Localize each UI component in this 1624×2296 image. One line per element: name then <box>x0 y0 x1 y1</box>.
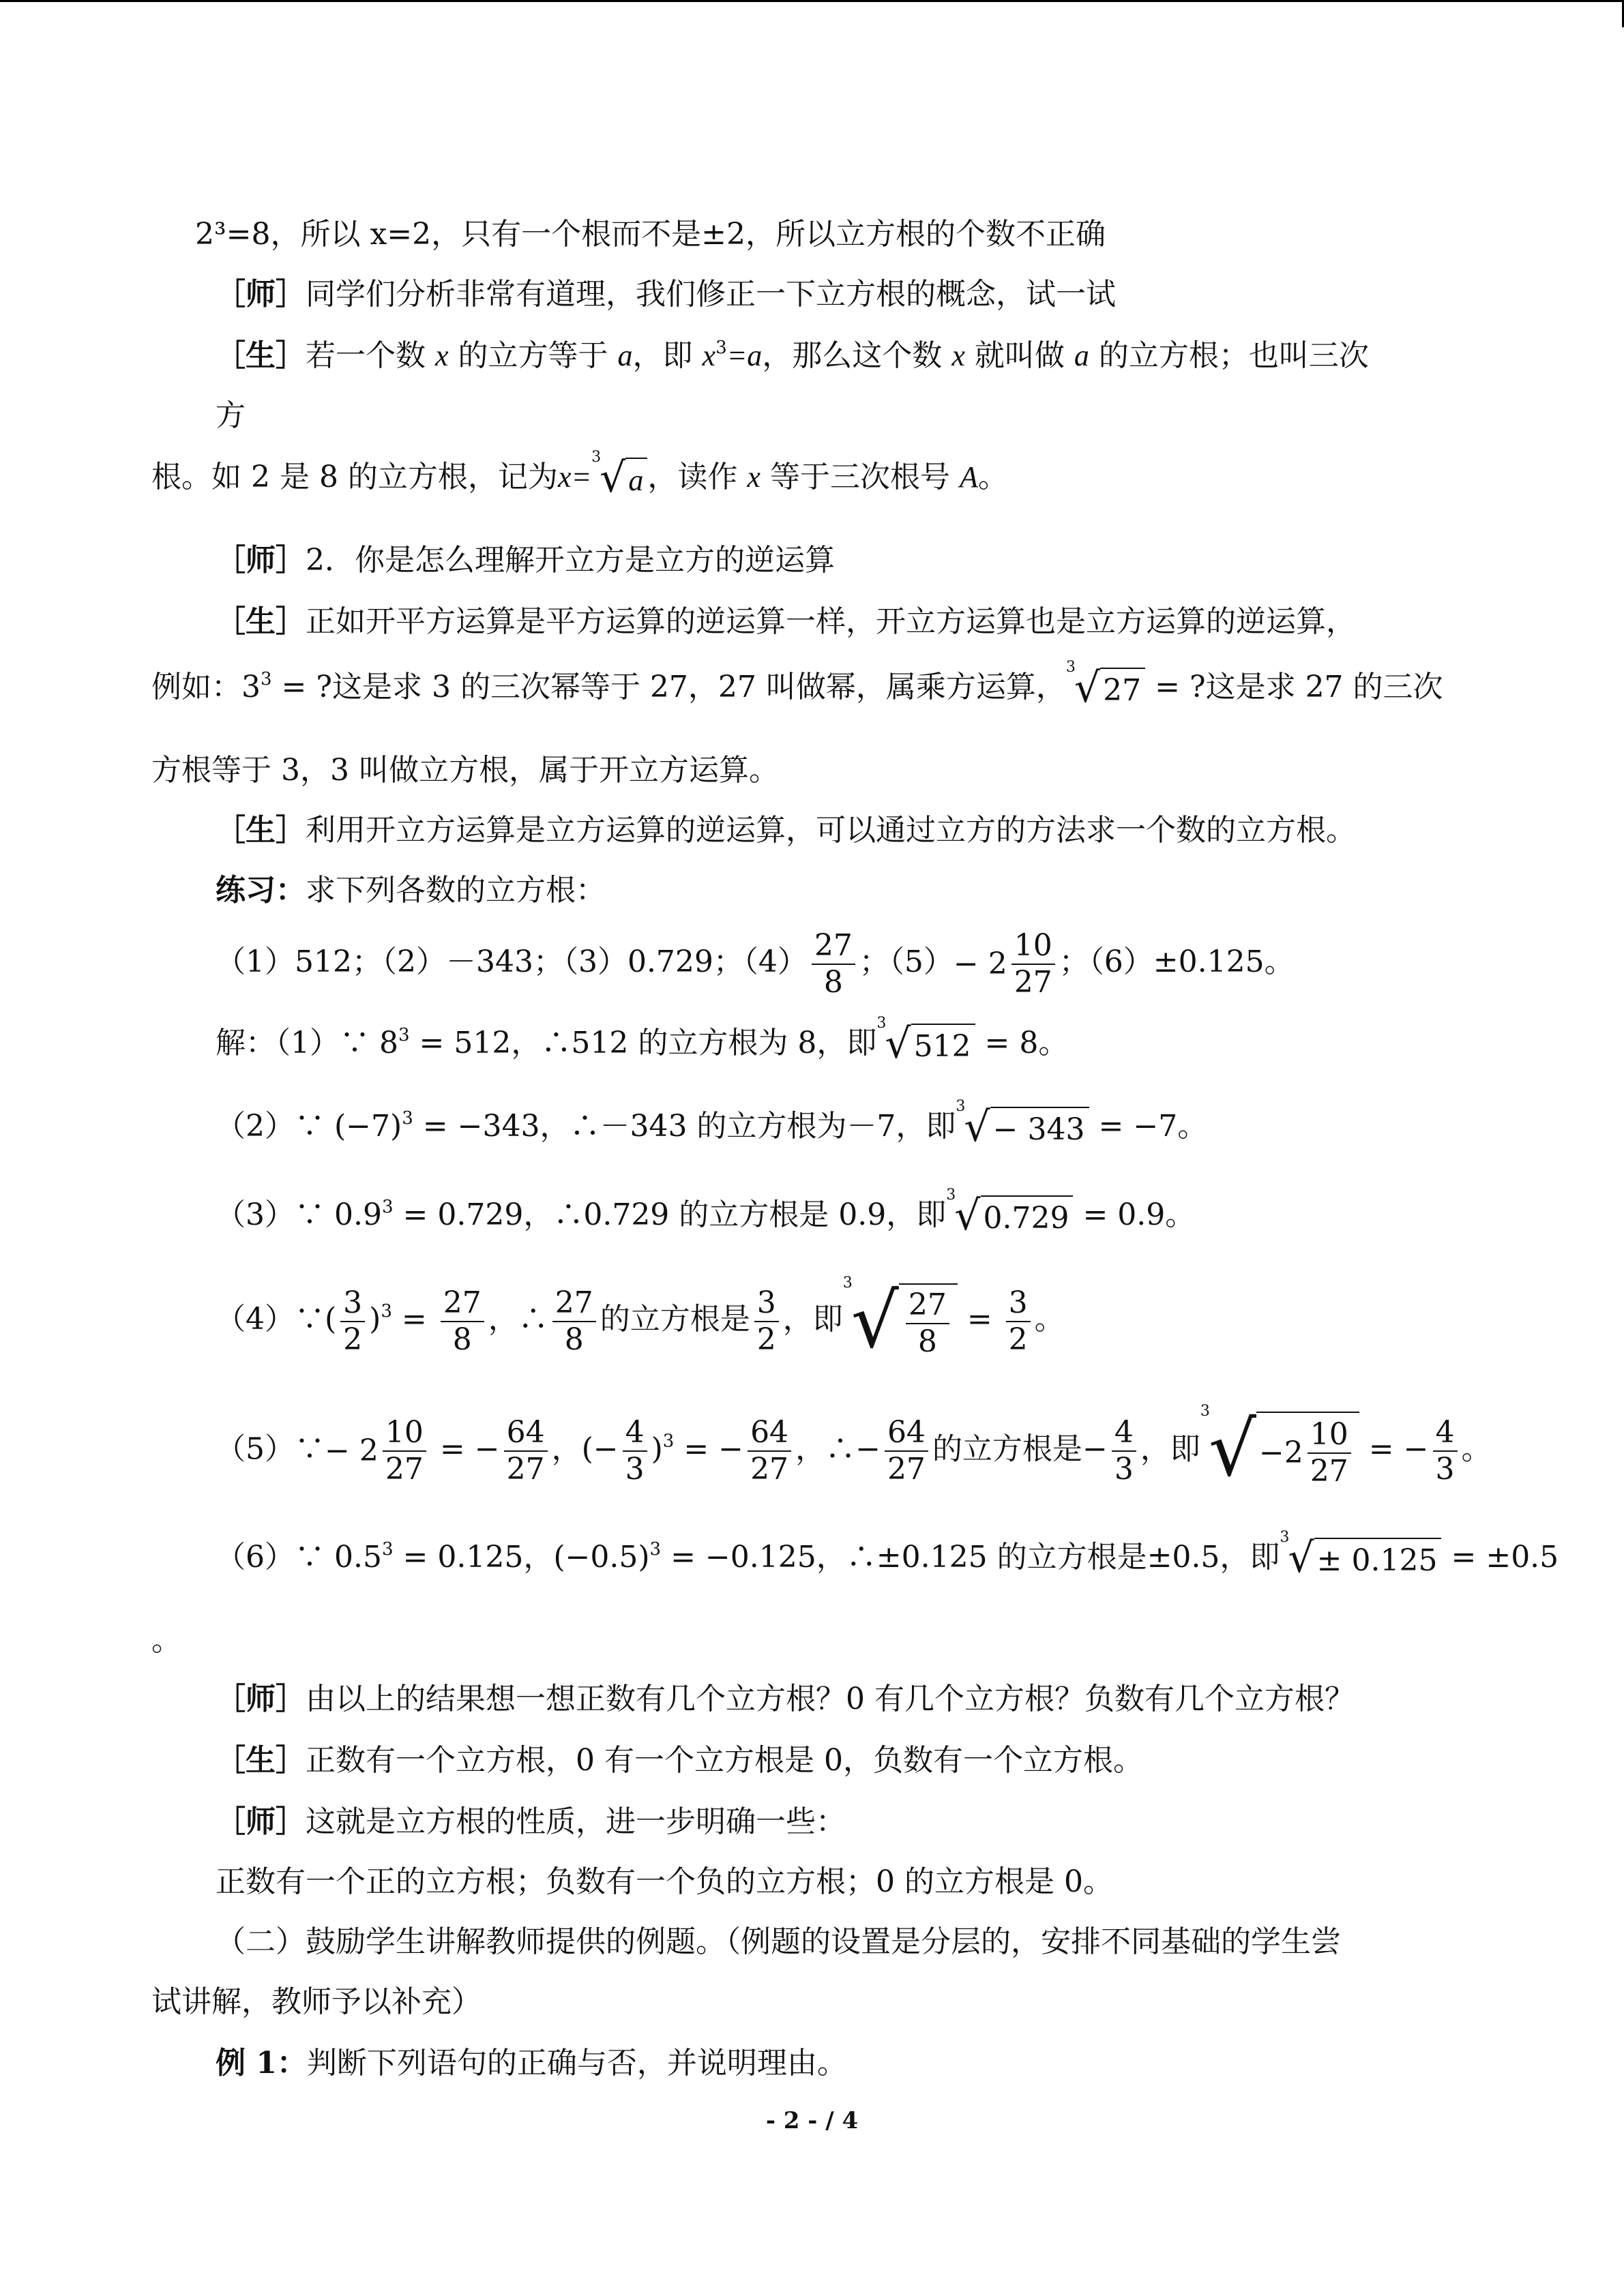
page-number: - 2 - / 4 <box>765 2107 859 2134</box>
line-12: （1）512；（2）－343；（3）0.729；（4） $\frac{27}{8}$ ；（5） − 2 $\frac{10}{27}$ ；（6）±0.125。 <box>216 927 1295 1000</box>
cube-root-a: 3 √ a <box>591 458 647 501</box>
line-5: 根。如 2 是 8 的立方根，记为x= 3 √ a ，读作 x 等于三次根号 A。 <box>151 448 1008 502</box>
line-4: 方 <box>216 398 246 433</box>
solution-6: （6）∵ $0.5^3 = 0.125$，$(-0.5)^3 = -0.125$，∴±0.125 的立方根是±0.5，即 3 √ ± 0.125 = ±0.5 <box>216 1528 1559 1582</box>
solution-6-end: 。 <box>151 1623 181 1658</box>
line-11: 练习：求下列各数的立方根： <box>216 873 606 908</box>
line-8: 例如：$3^3$ = ?这是求 3 的三次幂等于 27，27 叫做幂，属乘方运算， 3 √ 27 = ?这是求 27 的三次 <box>151 658 1443 712</box>
line-7: ［生］正如开平方运算是平方运算的逆运算一样，开立方运算也是立方运算的逆运算， <box>216 604 1356 639</box>
solution-1: 解：（1）∵ $8^3 = 512$，∴512 的立方根为 8，即 3 √ 512 = 8。 <box>216 1014 1069 1068</box>
line-14: ［生］正数有一个立方根，0 有一个立方根是 0，负数有一个立方根。 <box>216 1743 1143 1778</box>
line-10: ［生］利用开立方运算是立方运算的逆运算，可以通过立方的方法求一个数的立方根。 <box>216 813 1356 848</box>
cube-root-27: 3 √ 27 <box>1066 668 1145 711</box>
line-18: 试讲解，教师予以补充） <box>151 1984 482 2019</box>
solution-4: （4）∵( $\frac{3}{2}$ )$^3$ = $\frac{27}{8}$ ，∴ $\frac{27}{8}$ 的立方根是 $\frac{3}{2}$ ，即 3 √ $\frac{27}{8}$ = $\frac{3}{2}$ 。 <box>216 1274 1065 1365</box>
line-19: 例 1：判断下列语句的正确与否，并说明理由。 <box>216 2046 847 2081</box>
line-3: ［生］若一个数 x 的立方等于 a，即 $x^3=a$，那么这个数 x 就叫做 a 的立方根；也叫三次 <box>216 338 1369 373</box>
line-16: 正数有一个正的立方根；负数有一个负的立方根；0 的立方根是 0。 <box>216 1864 1113 1899</box>
solution-2: （2）∵ $(-7)^3 = -343$，∴－343 的立方根为－7，即 3 √ − 343 = −7。 <box>216 1097 1208 1151</box>
line-1: 2³=8，所以 x=2，只有一个根而不是±2，所以立方根的个数不正确 <box>195 217 1106 252</box>
line-2: ［师］同学们分析非常有道理，我们修正一下立方根的概念，试一试 <box>216 277 1116 312</box>
solution-3: （3）∵ $0.9^3 = 0.729$，∴0.729 的立方根是 0.9，即 3 √ 0.729 = 0.9。 <box>216 1186 1196 1240</box>
solution-5: （5）∵ − 2 $\frac{10}{27}$ = − $\frac{64}{27}$ ，(− $\frac{4}{3}$ )$^3$ = − $\frac{64}{27}$ ，∴− $\frac{64}{27}$ 的立方根是− $\frac{4}{3}$ ，即 3 √ −2 $\frac{10}{27}$ = − $\frac{4}{3}$ 。 <box>216 1403 1492 1493</box>
page-top-border <box>0 0 1624 2</box>
line-6: ［师］2．你是怎么理解开立方是立方的逆运算 <box>216 543 835 578</box>
line-17: （二）鼓励学生讲解教师提供的例题。（例题的设置是分层的，安排不同基础的学生尝 <box>216 1924 1341 1959</box>
line-13: ［师］由以上的结果想一想正数有几个立方根？0 有几个立方根？负数有几个立方根？ <box>216 1682 1355 1716</box>
line-15: ［师］这就是立方根的性质，进一步明确一些： <box>216 1804 846 1839</box>
line-9: 方根等于 3，3 叫做立方根，属于开立方运算。 <box>151 753 779 788</box>
